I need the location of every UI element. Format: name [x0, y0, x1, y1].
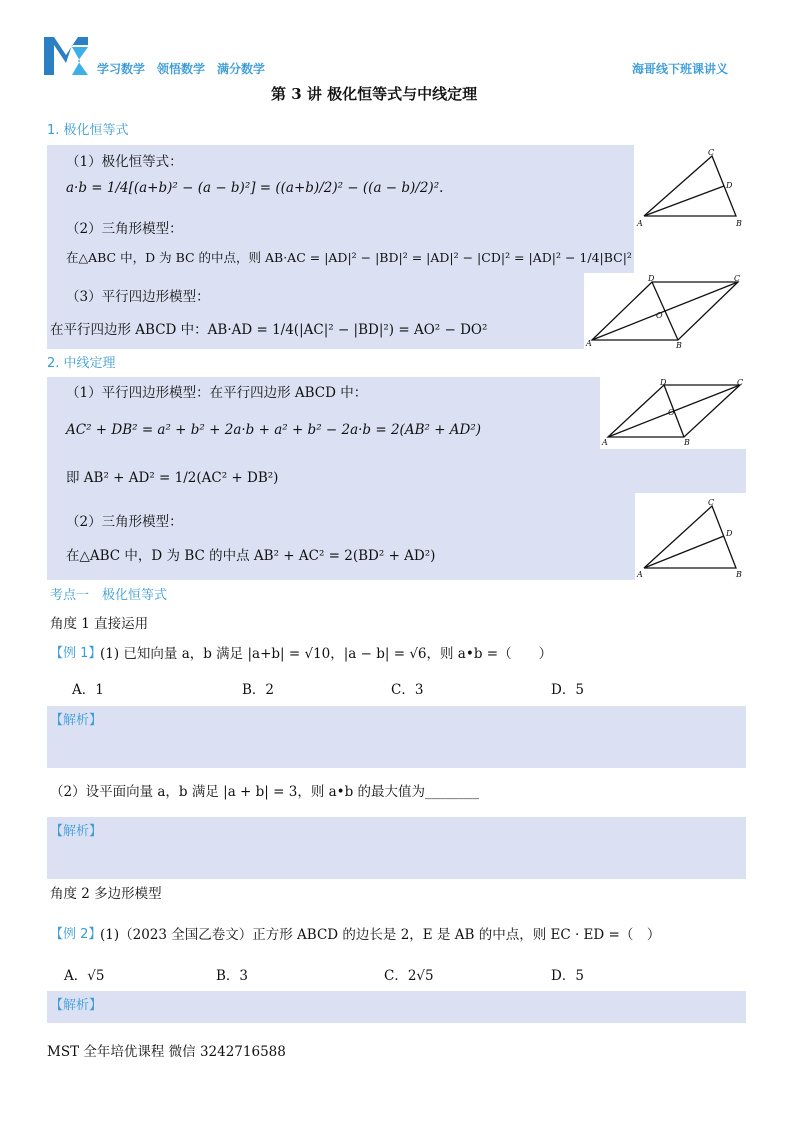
s1-p2-text: 在△ABC 中，D 为 BC 的中点，则 AB·AC = |AD|² − |BD|² = |AD|² − |CD|² = |AD|² − 1/4|BC|²: [66, 250, 632, 265]
section2-heading: 2. 中线定理: [47, 356, 116, 371]
label-d: D: [660, 378, 667, 387]
parallelogram-figure-1: [584, 272, 746, 350]
label-c: C: [708, 148, 715, 157]
label-c: C: [734, 274, 741, 283]
label-a: A: [637, 219, 643, 228]
label-d: D: [648, 274, 655, 283]
parallelogram-figure-2: [600, 377, 746, 449]
ex2-option-c: C．2√5: [384, 968, 434, 984]
ex1-jiexi2: 【解析】: [50, 824, 103, 839]
s1-p1-label: （1）极化恒等式：: [66, 154, 183, 170]
label-c: C: [737, 378, 744, 387]
angle2-heading: 角度 2 多边形模型: [50, 886, 162, 902]
label-a: A: [637, 570, 643, 579]
label-a: A: [586, 339, 592, 348]
ex1-option-b: B．2: [242, 682, 275, 698]
header-right: 海哥线下班课讲义: [632, 62, 729, 76]
ex2-option-d: D．5: [551, 968, 584, 984]
s1-p3-label: （3）平行四边形模型：: [66, 289, 210, 305]
ex1-option-a: A．1: [72, 682, 104, 698]
ex2-option-b: B．3: [216, 968, 249, 984]
s1-p3-text: 在平行四边形 ABCD 中：AB·AD = 1/4(|AC|² − |BD|²) = AO² − DO²: [50, 322, 488, 338]
ex1-tag: 【例 1】: [50, 646, 102, 661]
label-b: B: [684, 438, 690, 447]
s2-p1-conclusion: 即 AB² + AD² = 1/2(AC² + DB²): [66, 470, 279, 486]
label-o: O: [668, 408, 675, 417]
label-d: D: [726, 181, 733, 190]
ex1-option-c: C．3: [391, 682, 424, 698]
ex1-q1: (1) 已知向量 a，b 满足 |a+b| = √10，|a − b| = √6，则 a•b =（ ）: [100, 646, 553, 662]
s2-p1-formula: AC² + DB² = a² + b² + 2a·b + a² + b² − 2a·b = 2(AB² + AD²): [66, 422, 482, 438]
s1-p2-label: （2）三角形模型：: [66, 221, 183, 237]
angle1-heading: 角度 1 直接运用: [50, 616, 149, 632]
s1-p1-formula: a·b = 1/4[(a+b)² − (a − b)²] = ((a+b)/2)² − ((a − b)/2)².: [66, 180, 444, 196]
ex1-jiexi2-box: [47, 817, 746, 879]
s2-p2-text: 在△ABC 中，D 为 BC 的中点 AB² + AC² = 2(BD² + AD²): [66, 548, 436, 564]
s2-p1-label: （1）平行四边形模型：在平行四边形 ABCD 中：: [66, 385, 368, 401]
triangle-figure-1: [636, 148, 746, 230]
header-tagline: 学习数学 领悟数学 满分数学: [97, 62, 266, 76]
footer-text: MST 全年培优课程 微信 3242716588: [47, 1044, 286, 1060]
page-title: 第 3 讲 极化恒等式与中线定理: [271, 85, 478, 103]
ex1-jiexi-box: [47, 706, 746, 768]
label-b: B: [736, 219, 742, 228]
ex1-option-d: D．5: [551, 682, 584, 698]
section1-heading: 1. 极化恒等式: [47, 123, 129, 138]
label-c: C: [708, 498, 715, 507]
ex1-jiexi: 【解析】: [50, 713, 103, 728]
triangle-figure-2: [636, 496, 746, 580]
ex2-q1: (1)（2023 全国乙卷文）正方形 ABCD 的边长是 2，E 是 AB 的中点，则 EC · ED =（ ）: [100, 927, 661, 943]
label-b: B: [736, 570, 742, 579]
label-b: B: [676, 341, 682, 350]
ex1-q2: （2）设平面向量 a，b 满足 |a + b| = 3，则 a•b 的最大值为________: [50, 784, 480, 800]
s2-p2-label: （2）三角形模型：: [66, 514, 183, 530]
section2-box-c: [47, 493, 635, 580]
kaodian-heading: 考点一 极化恒等式: [50, 588, 168, 603]
label-a: A: [602, 438, 608, 447]
ex2-jiexi-box: [47, 991, 746, 1023]
label-o: O: [656, 311, 663, 320]
label-d: D: [726, 529, 733, 538]
mst-logo: [42, 33, 92, 77]
ex2-jiexi: 【解析】: [50, 998, 103, 1013]
ex2-tag: 【例 2】: [50, 927, 102, 942]
ex2-option-a: A．√5: [64, 968, 105, 984]
